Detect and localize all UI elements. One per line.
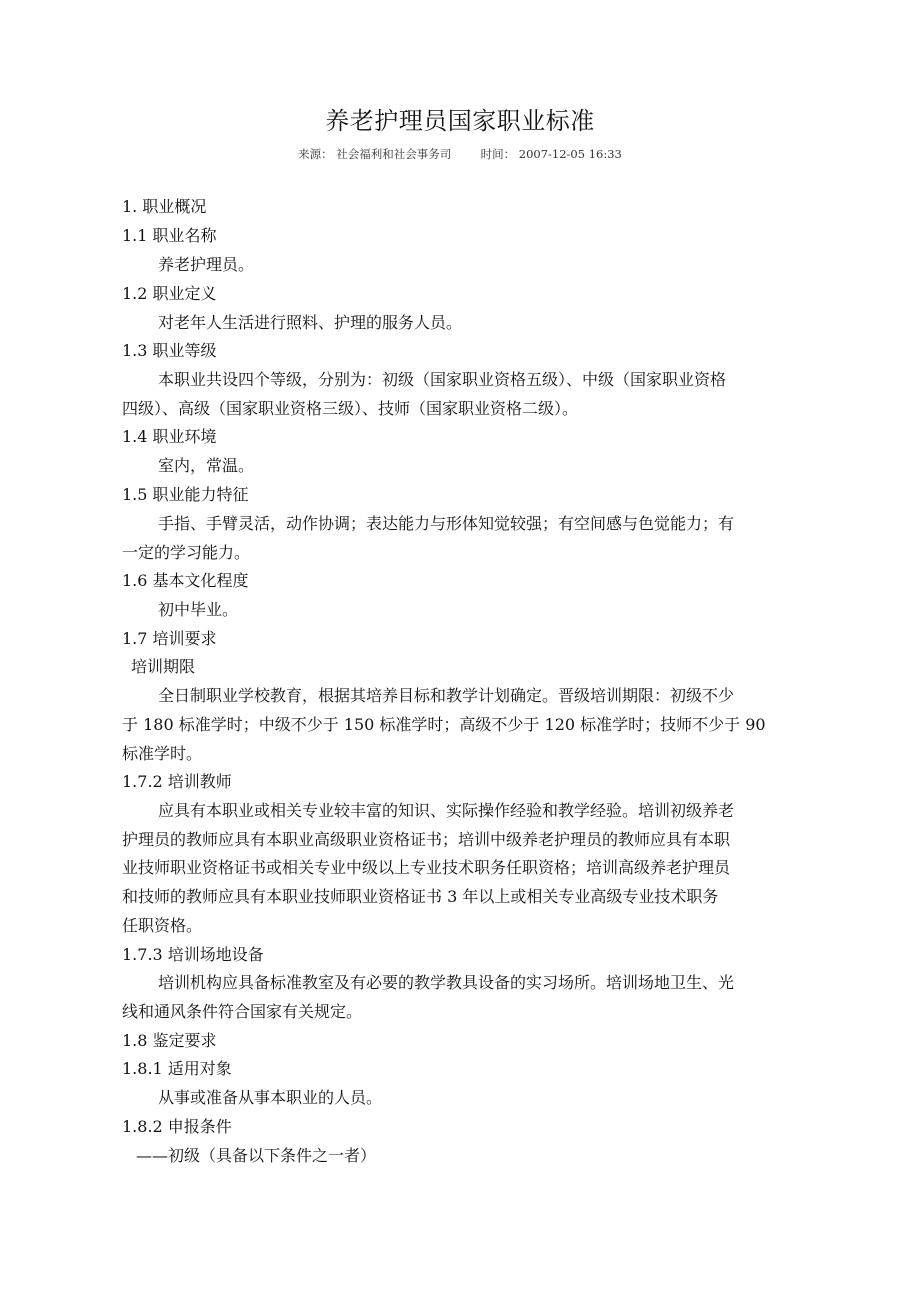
source-value: 社会福利和社会事务司 bbox=[336, 147, 452, 161]
document-title: 养老护理员国家职业标准 bbox=[325, 107, 595, 135]
time-label: 时间： bbox=[480, 147, 516, 161]
paragraph-line: 护理员的教师应具有本职业高级职业资格证书；培训中级养老护理员的教师应具有本职 bbox=[122, 830, 731, 849]
paragraph-line: 初中毕业。 bbox=[158, 600, 239, 619]
section-heading: 1. 职业概况 bbox=[122, 197, 207, 216]
section-heading: 1.8 鉴定要求 bbox=[122, 1031, 217, 1050]
paragraph-line: 培训机构应具备标准教室及有必要的教学教具设备的实习场所。培训场地卫生、光 bbox=[158, 973, 735, 992]
section-heading: 1.5 职业能力特征 bbox=[122, 485, 249, 504]
section-heading: 1.7.2 培训教师 bbox=[122, 772, 232, 791]
paragraph-line: 从事或准备从事本职业的人员。 bbox=[158, 1088, 383, 1107]
paragraph-line: 手指、手臂灵活，动作协调；表达能力与形体知觉较强；有空间感与色觉能力；有 bbox=[158, 514, 735, 533]
paragraph-line: 养老护理员。 bbox=[158, 255, 255, 274]
paragraph-line: 全日制职业学校教育，根据其培养目标和教学计划确定。晋级培训期限：初级不少 bbox=[158, 686, 735, 705]
condition-line: ——初级（具备以下条件之一者） bbox=[136, 1146, 377, 1165]
paragraph-line: 标准学时。 bbox=[122, 744, 203, 763]
section-heading: 1.4 职业环境 bbox=[122, 427, 217, 446]
paragraph-line: 对老年人生活进行照料、护理的服务人员。 bbox=[158, 313, 463, 332]
paragraph-line: 一定的学习能力。 bbox=[122, 543, 251, 562]
source-label: 来源： bbox=[298, 147, 333, 161]
document-meta bbox=[0, 146, 920, 162]
section-heading: 1.3 职业等级 bbox=[122, 341, 217, 360]
paragraph-line: 业技师职业资格证书或相关专业中级以上专业技术职务任职资格；培训高级养老护理员 bbox=[122, 858, 731, 877]
time-value: 2007-12-05 16:33 bbox=[518, 147, 622, 161]
paragraph-line: 和技师的教师应具有本职业技师职业资格证书 3 年以上或相关专业高级专业技术职务 bbox=[122, 887, 719, 906]
section-heading: 1.8.2 申报条件 bbox=[122, 1117, 232, 1136]
section-heading: 1.6 基本文化程度 bbox=[122, 571, 249, 590]
section-heading: 1.2 职业定义 bbox=[122, 284, 217, 303]
paragraph-line: 任职资格。 bbox=[122, 916, 203, 935]
section-heading: 1.1 职业名称 bbox=[122, 226, 217, 245]
paragraph-line: 线和通风条件符合国家有关规定。 bbox=[122, 1002, 363, 1021]
section-heading: 1.8.1 适用对象 bbox=[122, 1059, 232, 1078]
paragraph-line: 室内，常温。 bbox=[158, 456, 255, 475]
paragraph-line: 应具有本职业或相关专业较丰富的知识、实际操作经验和教学经验。培训初级养老 bbox=[158, 801, 735, 820]
subsection-heading: 培训期限 bbox=[131, 657, 196, 676]
section-heading: 1.7 培训要求 bbox=[122, 629, 217, 648]
section-heading: 1.7.3 培训场地设备 bbox=[122, 945, 264, 964]
paragraph-line: 于 180 标准学时；中级不少于 150 标准学时；高级不少于 120 标准学时；技师不少于 90 bbox=[122, 715, 766, 734]
paragraph-line: 四级）、高级（国家职业资格三级）、技师（国家职业资格二级）。 bbox=[122, 399, 579, 418]
paragraph-line: 本职业共设四个等级，分别为：初级（国家职业资格五级）、中级（国家职业资格 bbox=[158, 370, 727, 389]
